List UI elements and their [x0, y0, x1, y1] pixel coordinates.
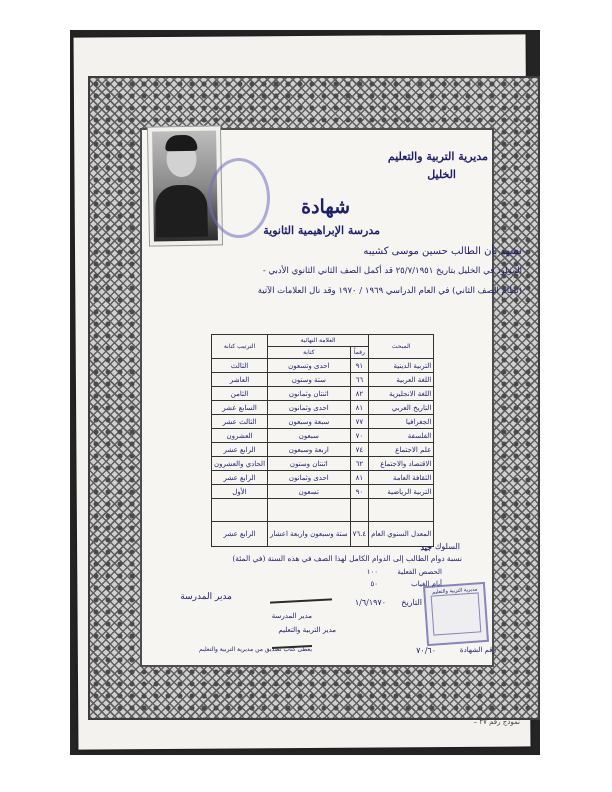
grade-words-cell: اثنتان وثمانون	[268, 387, 351, 401]
header-rank: الترتيب كتابة	[212, 335, 268, 359]
principal-label: مدير المدرسة	[271, 612, 312, 620]
total-label-cell: المعدل السنوي العام	[369, 522, 434, 547]
subject-cell: الجغرافيا	[369, 415, 434, 429]
subject-cell: اللغة الانجليزية	[369, 387, 434, 401]
grade-words-cell: سبعة وسبعون	[268, 415, 351, 429]
grade-number-cell: ٧٧	[350, 415, 369, 429]
table-row	[212, 443, 434, 457]
stamp-text: مديرية التربية والتعليم	[432, 586, 478, 596]
grade-words-cell: اربعة وسبعون	[268, 443, 351, 457]
table-row	[212, 457, 434, 471]
rank-cell: الثامن	[212, 387, 268, 401]
conduct-value: جيد	[420, 542, 432, 552]
grade-words-cell: سبعون	[268, 429, 351, 443]
grade-words-cell: احدى وثمانون	[268, 471, 351, 485]
governorate-label: الخليل	[427, 168, 456, 181]
full-days-label: الحصص الفعلية	[397, 568, 442, 576]
grade-words-cell: تسعون	[268, 485, 351, 499]
grade-number-cell: ٧٠	[350, 429, 369, 443]
table-row	[212, 485, 434, 499]
header-grade-words: كتابة	[268, 347, 351, 359]
table-row	[212, 387, 434, 401]
rank-cell: العاشر	[212, 373, 268, 387]
grade-number-cell: ٧٤	[350, 443, 369, 457]
subject-cell: علم الاجتماع	[369, 443, 434, 457]
conduct-label: السلوك	[434, 542, 460, 551]
total-rank-cell: الرابع عشر	[212, 522, 268, 547]
grade-number-cell: ٨١	[350, 471, 369, 485]
grade-number-cell: ٦٢	[350, 457, 369, 471]
school-name: مدرسة الإبراهيمية الثانوية	[263, 224, 380, 237]
table-total-row	[212, 522, 434, 547]
subject-cell: اللغة العربية	[369, 373, 434, 387]
grade-words-cell: احدى وثمانون	[268, 401, 351, 415]
absence-value: ٥٠	[370, 580, 378, 588]
grade-words-cell: احدى وتسعون	[268, 359, 351, 373]
grade-number-cell: ٩٠	[350, 485, 369, 499]
table-row	[212, 359, 434, 373]
cert-number-label: رقم الشهادة	[459, 646, 496, 654]
grade-number-cell: ٦٦	[350, 373, 369, 387]
embossed-seal-icon	[208, 158, 270, 238]
student-line: نشهد بأن الطالب حسين موسى كشيبه	[363, 246, 522, 257]
grade-number-cell: ٨٢	[350, 387, 369, 401]
full-days-value: ١٠٠	[366, 568, 378, 576]
date-value: ١/٦/١٩٧٠	[354, 598, 386, 607]
total-number-cell: ٧٦.٤	[350, 522, 369, 547]
grades-table	[211, 334, 434, 547]
rank-cell: الرابع عشر	[212, 471, 268, 485]
date-label: التاريخ	[401, 598, 422, 607]
absence-label: أيام الغياب	[411, 580, 442, 588]
form-number: نموذج رقم ٢٧ –	[473, 718, 520, 726]
table-row-empty	[212, 499, 434, 522]
rank-cell: العشرون	[212, 429, 268, 443]
subject-cell: التاريخ العربي	[369, 401, 434, 415]
rank-cell: الأول	[212, 485, 268, 499]
principal-signature-text: مدير المدرسة	[180, 592, 232, 602]
subject-cell: الثقافة العامة	[369, 471, 434, 485]
note-text: يعطى كتاب تصديق من مديرية التربية والتعليم	[199, 646, 312, 653]
table-row	[212, 373, 434, 387]
table-row	[212, 401, 434, 415]
subject-cell: الفلسفة	[369, 429, 434, 443]
rank-cell: الثالث	[212, 359, 268, 373]
birth-line: المولود في الخليل بتاريخ ٢٥/٧/١٩٥١ قد أكمل الصف الثاني الثانوي الأدبي -	[262, 266, 522, 276]
table-row	[212, 429, 434, 443]
total-words-cell: ستة وسبعون واربعة اعشار	[268, 522, 351, 547]
year-line: (نظام الصف الثاني) في العام الدراسي ١٩٦٩ / ١٩٧٠ وقد نال العلامات الآتية	[257, 286, 522, 296]
grade-words-cell: اثنتان وستون	[268, 457, 351, 471]
official-stamp-icon	[423, 582, 489, 646]
rank-cell: الرابع عشر	[212, 443, 268, 457]
directorate-label: مديرية التربية والتعليم	[387, 150, 488, 163]
rank-cell: السابع عشر	[212, 401, 268, 415]
subject-cell: التربية الدينية	[369, 359, 434, 373]
grade-number-cell: ٩١	[350, 359, 369, 373]
table-row	[212, 415, 434, 429]
header-grade-group: العلامة النهائية	[268, 335, 369, 347]
rank-cell: الحادي والعشرون	[212, 457, 268, 471]
rank-cell: الثالث عشر	[212, 415, 268, 429]
header-grade-numbers: رقماً	[350, 347, 369, 359]
grade-number-cell: ٨١	[350, 401, 369, 415]
grade-words-cell: ستة وستون	[268, 373, 351, 387]
attendance-line: نسبة دوام الطالب إلى الدوام الكامل لهذا الصف في هذه السنة (في المئة)	[232, 554, 462, 563]
cert-number-value: ٧٠/٦٠	[416, 646, 436, 655]
certificate-title: شهادة	[301, 196, 350, 218]
table-row	[212, 471, 434, 485]
subject-cell: التربية الرياضية	[369, 485, 434, 499]
subject-cell: الاقتصاد والاجتماع	[369, 457, 434, 471]
table-header-row	[212, 335, 434, 347]
director-label: مدير التربية والتعليم	[278, 626, 336, 634]
header-subject: المبحث	[369, 335, 434, 359]
